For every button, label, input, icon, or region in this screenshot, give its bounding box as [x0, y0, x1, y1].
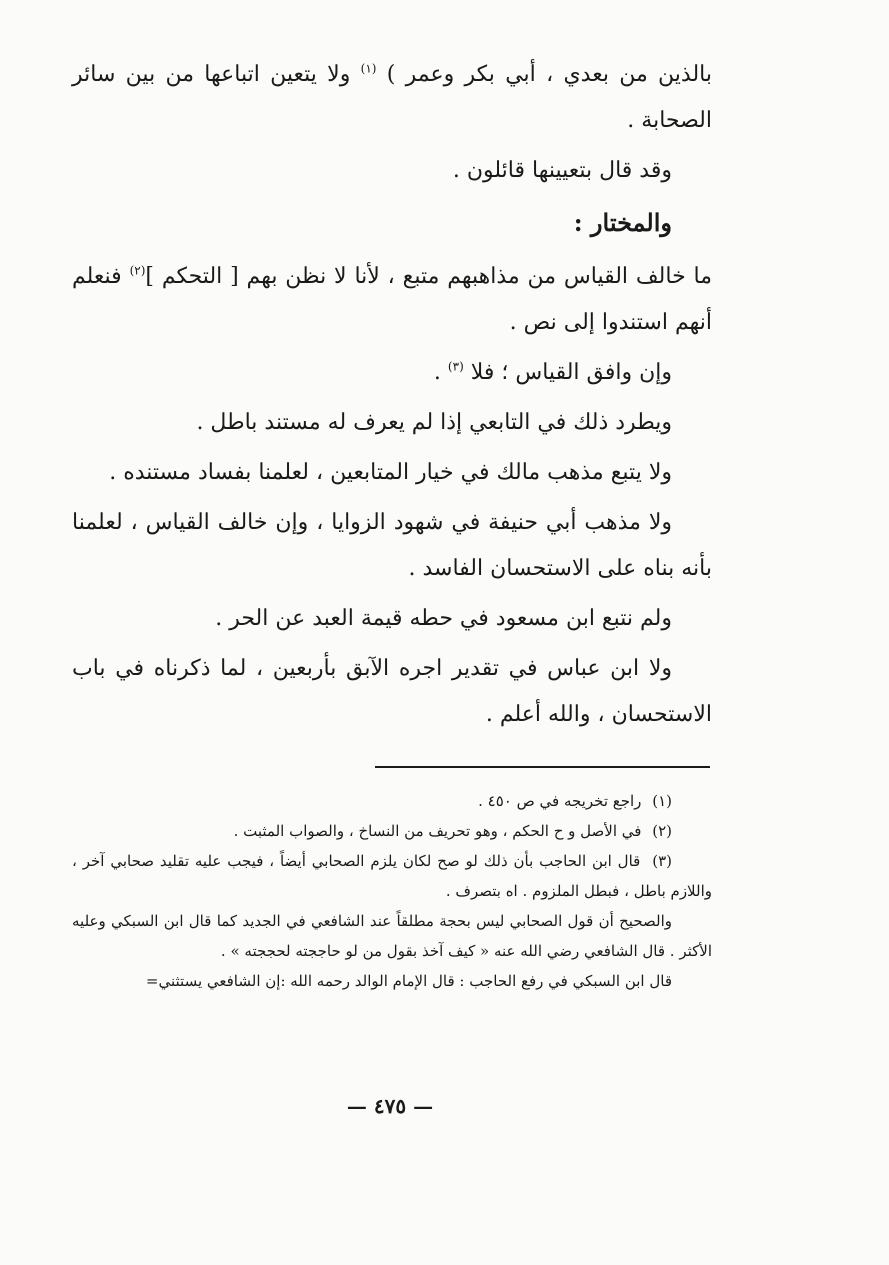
paragraph-4-start: وإن وافق القياس ؛ فلا: [470, 360, 672, 385]
paragraph-8: ولم نتبع ابن مسعود في حطه قيمة العبد عن الحر .: [215, 606, 672, 631]
paragraph-3: [72, 254, 712, 346]
footnotes-block: [72, 786, 712, 996]
footnote-3-number: (٣): [652, 852, 672, 870]
footnote-ref-3: (٣): [447, 359, 464, 374]
footnote-ref-2: (٢): [129, 263, 146, 278]
paragraph-2: وقد قال بتعيينها قائلون .: [452, 158, 672, 183]
footnote-3-final-line: قال ابن السبكي في رفع الحاجب : قال الإمام الوالد رحمه الله :إن الشافعي يستثني=: [145, 972, 672, 990]
footnote-1-number: (١): [652, 792, 672, 810]
paragraph-7: ولا مذهب أبي حنيفة في شهود الزوايا ، وإن خالف القياس ، لعلمنا بأنه بناه على الاستحسان الفاسد .: [72, 510, 712, 581]
paragraph-6: ولا يتبع مذهب مالك في خيار المتابعين ، لعلمنا بفساد مستنده .: [109, 460, 672, 485]
paragraph-3-start: ما خالف القياس من مذاهبهم متبع ، لأنا لا نظن بهم: [246, 264, 713, 289]
footnote-3-continuation: والصحيح أن قول الصحابي ليس بحجة مطلقاً عند الشافعي في الجديد كما قال ابن السبكي وعليه الأكثر . قال الشافعي رضي الله عنه « كيف آخذ بقول من لو حاججته لحججته » .: [72, 912, 712, 960]
footnote-3-text: قال ابن الحاجب بأن ذلك لو صح لكان يلزم الصحابي أيضاً ، فيجب عليه تقليد صحابي آخر ، واللازم باطل ، فبطل الملزوم . اه بتصرف .: [72, 852, 712, 900]
paragraph-3-rest: فنعلم أنهم استندوا إلى نص .: [72, 264, 712, 335]
footnote-ref-1: (١): [360, 61, 377, 76]
footnote-2-number: (٢): [652, 822, 672, 840]
paragraph-4: [72, 350, 712, 396]
paragraph-1-start: بالذين من بعدي ، أبي بكر وعمر ): [386, 62, 713, 87]
paragraph-1: [72, 52, 712, 144]
section-heading: والمختار :: [573, 208, 672, 237]
footnote-3: [72, 846, 712, 906]
footnote-2-text: في الأصل و ح الحكم ، وهو تحريف من النساخ ، والصواب المثبت .: [233, 822, 642, 840]
main-text-block: [72, 52, 712, 742]
bracketed-word: [ التحكم ]: [145, 264, 239, 289]
paragraph-4-end: .: [433, 360, 441, 385]
footnote-2: [72, 816, 712, 846]
paragraph-9: ولا ابن عباس في تقدير اجره الآبق بأربعين ، لما ذكرناه في باب الاستحسان ، والله أعلم .: [72, 656, 712, 727]
footnote-1: [72, 786, 712, 816]
footnote-divider: [375, 766, 710, 768]
footnote-1-text: راجع تخريجه في ص ٤٥٠ .: [478, 792, 642, 810]
page-number: — ٤٧٥ —: [346, 1094, 434, 1118]
paragraph-1-rest: ولا يتعين اتباعها من بين سائر الصحابة .: [72, 62, 712, 133]
paragraph-5: ويطرد ذلك في التابعي إذا لم يعرف له مستند باطل .: [196, 410, 672, 435]
